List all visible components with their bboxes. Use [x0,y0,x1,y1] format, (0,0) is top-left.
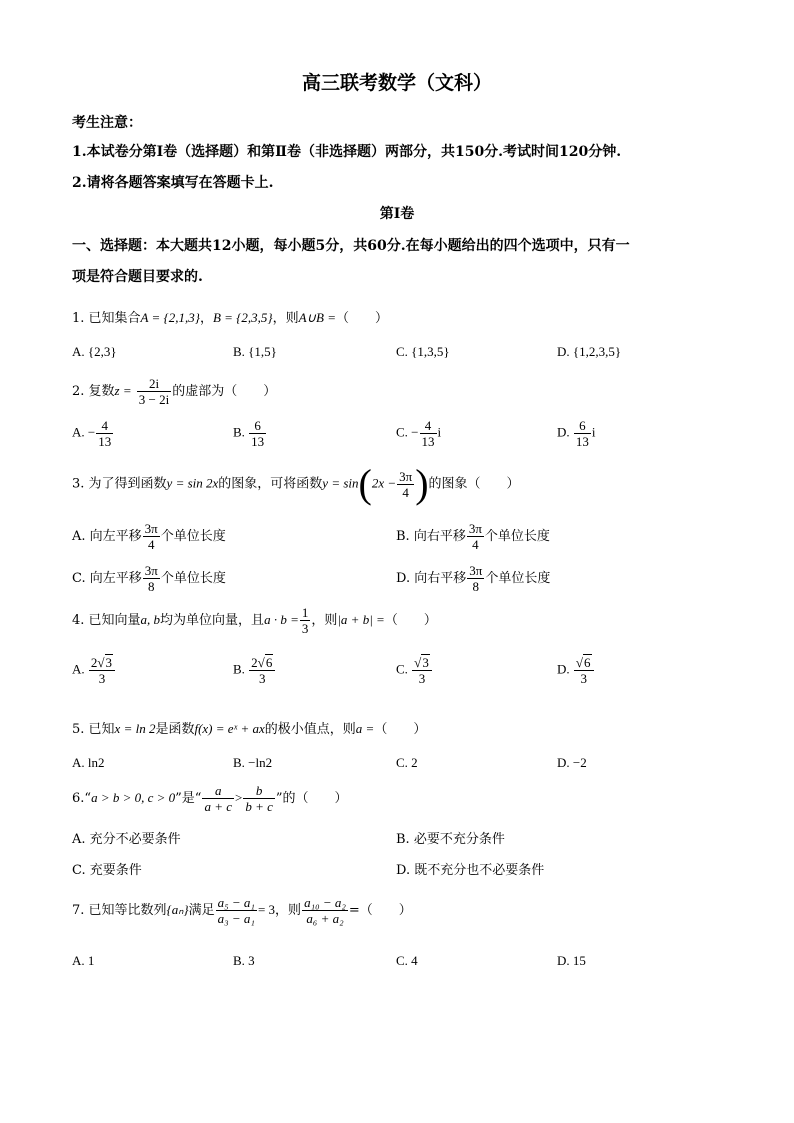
notice-line-1: 1.本试卷分第Ⅰ卷（选择题）和第Ⅱ卷（非选择题）两部分，共150分.考试时间120分钟. [72,144,622,160]
question-3-stem: 3. 为了得到函数y = sin 2x的图象，可将函数y = sin(2x − $\frac{3\pi}{4}$ )的图象（ ） [72,461,520,506]
question-7-stem: 7. 已知等比数列{aₙ}满足 $\frac{\text{a₅ − a₁}}{\text{a₃ − a₁}}$ = 3，则 $\frac{\text{a₁₀ − a₂}}{\text{a₆ + a₂}}$ =（ ） [72,895,412,926]
question-1-option-c: C. {1,3,5} [396,344,450,359]
question-4-option-b: B. $\frac{2√6}{3}$ [233,655,276,686]
question-1-stem: 1. 已知集合A = {2,1,3}，B = {2,3,5}，则A∪B =（ ） [72,310,389,326]
question-3-option-b: B. 向右平移 $\frac{3\pi}{4}$ 个单位长度 [396,521,550,552]
question-4-option-c: C. $\frac{√3}{3}$ [396,655,433,686]
question-5-stem: 5. 已知x = ln 2是函数f(x) = eˣ + ax的极小值点，则a =（ ） [72,721,427,737]
question-2-option-d: D. $\frac{6}{13}$ i [557,418,596,449]
question-6-option-d: D. 既不充分也不必要条件 [396,863,545,878]
question-5-option-c: C. 2 [396,755,418,770]
question-7-option-b: B. 3 [233,953,255,968]
question-2-option-b: B. $\frac{6}{13}$ [233,418,265,449]
question-4-stem: 4. 已知向量a, b均为单位向量，且a · b = $\frac{1}{3}$ ，则|a + b| =（ ） [72,605,437,636]
question-7-option-a: A. 1 [72,953,95,968]
question-7-option-c: C. 4 [396,953,418,968]
question-3-option-c: C. 向左平移 $\frac{3\pi}{8}$ 个单位长度 [72,563,226,594]
question-1-option-b: B. {1,5} [233,344,277,359]
question-6-stem: 6.“a > b > 0, c > 0”是“ $\frac{a}{a + c}$ > $\frac{b}{b + c}$ ”的（ ） [72,783,348,814]
question-6-option-c: C. 充要条件 [72,863,142,878]
question-5-option-d: D. −2 [557,755,587,770]
volume-heading: 第Ⅰ卷 [379,206,415,222]
page-title: 高三联考数学（文科） [301,72,492,94]
question-5-option-b: B. −ln2 [233,755,273,770]
section-instruction-line-1: 一、选择题：本大题共12小题，每小题5分，共60分.在每小题给出的四个选项中，只有一 [72,238,630,254]
notice-line-2: 2.请将各题答案填写在答题卡上. [72,175,274,191]
question-5-option-a: A. ln2 [72,755,105,770]
question-1-option-d: D. {1,2,3,5} [557,344,622,359]
question-4-option-a: A. $\frac{2√3}{3}$ [72,655,116,686]
question-1-option-a: A. {2,3} [72,344,117,359]
question-3-option-d: D. 向右平移 $\frac{3\pi}{8}$ 个单位长度 [396,563,551,594]
question-3-option-a: A. 向左平移 $\frac{3\pi}{4}$ 个单位长度 [72,521,226,552]
question-6-option-b: B. 必要不充分条件 [396,832,505,847]
question-2-stem: 2. 复数z = $\frac{2i}{3 - 2i}$ 的虚部为（ ） [72,376,277,407]
question-6-option-a: A. 充分不必要条件 [72,832,181,847]
question-4-option-d: D. $\frac{√6}{3}$ [557,655,595,686]
question-2-option-c: C. − $\frac{4}{13}$ i [396,418,442,449]
question-2-option-a: A. − $\frac{4}{13}$ [72,418,112,449]
section-instruction-line-2: 项是符合题目要求的. [72,269,203,285]
question-7-option-d: D. 15 [557,953,586,968]
notice-label: 考生注意： [72,115,142,131]
